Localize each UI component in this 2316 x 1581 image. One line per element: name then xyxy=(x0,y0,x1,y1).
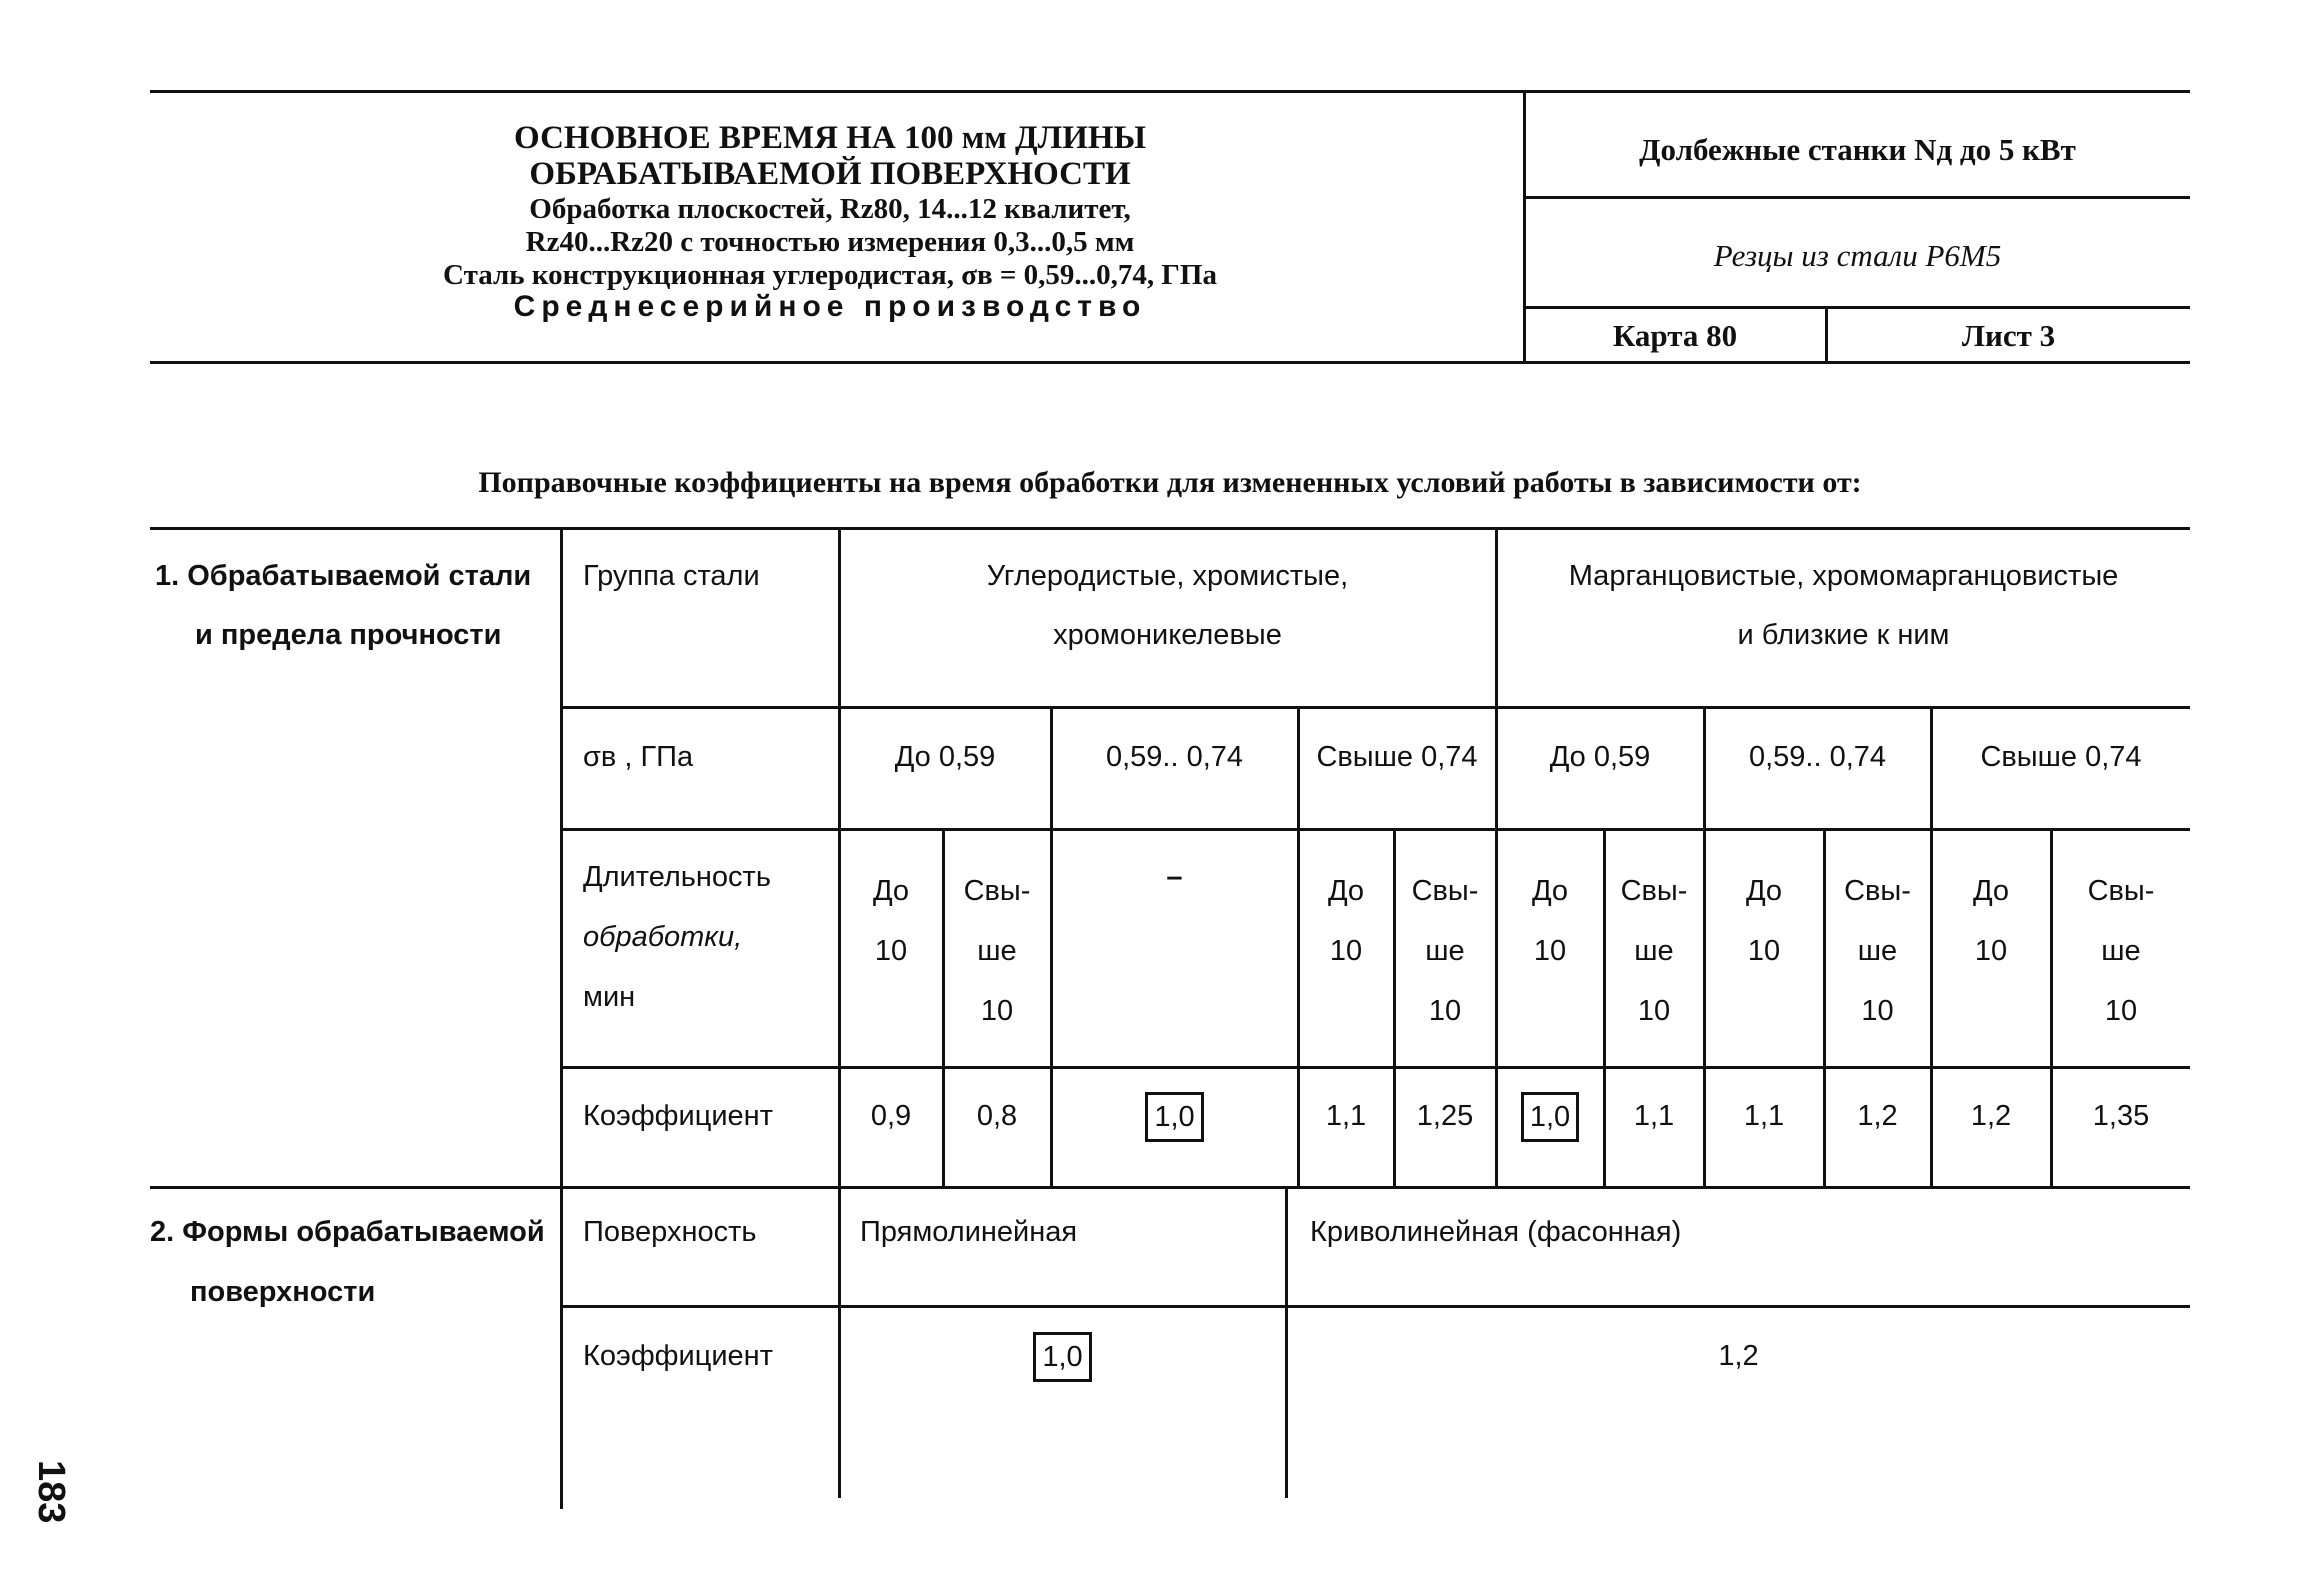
duration-upto-10: До 10 xyxy=(1327,875,1365,967)
coef-value: 1,35 xyxy=(2092,1100,2150,1132)
section2-label-line2: поверхности xyxy=(190,1276,376,1308)
table-rule-section2 xyxy=(150,1186,2190,1189)
header-card: Карта 80 xyxy=(1612,318,1738,353)
header-sub-line3: Сталь конструкционная углеродистая, σв = 0,59...0,74, ГПа xyxy=(443,259,1217,291)
duration-label-line1: Длительность xyxy=(583,861,771,893)
sigma-range: До 0,59 xyxy=(894,741,996,773)
header-title-line2: ОБРАБАТЫВАЕМОЙ ПОВЕРХНОСТИ xyxy=(529,156,1131,192)
surface-straight: Прямолинейная xyxy=(860,1216,1078,1248)
header-sub-line4: Среднесерийное производство xyxy=(513,290,1147,323)
header-bottom-rule xyxy=(150,361,2190,364)
sigma-range: Свыше 0,74 xyxy=(1316,741,1478,773)
header-tool: Резцы из стали Р6М5 xyxy=(1713,238,2002,273)
table-rule-coef2 xyxy=(563,1305,2190,1308)
duration-label-line3: мин xyxy=(583,981,636,1013)
surface-label: Поверхность xyxy=(583,1216,757,1248)
table-rule-sigma xyxy=(563,706,2190,709)
coef2-curved: 1,2 xyxy=(1718,1340,1759,1372)
duration-upto-10: До 10 xyxy=(1745,875,1783,967)
group-b-line1: Марганцовистые, хромомарганцовистые xyxy=(1568,560,2119,592)
group-b-line2: и близкие к ним xyxy=(1737,619,1950,651)
coef-value: 1,25 xyxy=(1416,1100,1474,1132)
duration-over-10: Свы- ше 10 xyxy=(1844,875,1911,1027)
sigma-range: До 0,59 xyxy=(1549,741,1651,773)
table-top-rule xyxy=(150,527,2190,530)
sigma-range: Свыше 0,74 xyxy=(1980,741,2142,773)
page-number: 183 xyxy=(30,1460,72,1524)
col-line-param xyxy=(560,529,563,1509)
section2-label-line1: 2. Формы обрабатываемой xyxy=(150,1216,545,1248)
header-sub-line1: Обработка плоскостей, Rz80, 14...12 квалитет, xyxy=(529,193,1131,225)
section1-label-line1: 1. Обрабатываемой стали xyxy=(155,560,532,592)
group-label: Группа стали xyxy=(583,560,760,592)
sigma-label: σв , ГПа xyxy=(583,741,694,773)
coef-value: 0,8 xyxy=(976,1100,1018,1132)
coef-value: 1,1 xyxy=(1325,1100,1367,1132)
coef-label: Коэффициент xyxy=(583,1100,773,1132)
coef2-label: Коэффициент xyxy=(583,1340,773,1372)
duration-label-line2: обработки, xyxy=(583,921,743,953)
section1-label-line2: и предела прочности xyxy=(195,619,502,651)
surface-curved: Криволинейная (фасонная) xyxy=(1310,1216,1682,1248)
coef-value: 1,2 xyxy=(1857,1100,1898,1132)
header-right-rule-2 xyxy=(1525,306,2190,309)
header-right-rule-1 xyxy=(1525,196,2190,199)
coef-value-boxed: 1,0 xyxy=(1052,1092,1297,1142)
header-sheet: Лист 3 xyxy=(1961,318,2056,353)
coef-value: 1,1 xyxy=(1633,1100,1675,1132)
coef-value: 1,1 xyxy=(1743,1100,1785,1132)
duration-over-10: Свы- ше 10 xyxy=(1411,875,1479,1027)
sigma-range: 0,59.. 0,74 xyxy=(1748,741,1887,773)
duration-upto-10: До 10 xyxy=(872,875,910,967)
group-a-line2: хромоникелевые xyxy=(1053,619,1282,651)
sigma-range: 0,59.. 0,74 xyxy=(1105,741,1244,773)
duration-over-10: Свы- ше 10 xyxy=(1620,875,1688,1027)
group-a-line1: Углеродистые, хромистые, xyxy=(986,560,1349,592)
coef-value-boxed: 1,0 xyxy=(1497,1092,1603,1142)
intro-text: Поправочные коэффициенты на время обработки для измененных условий работы в зависимости от: xyxy=(478,466,1862,499)
duration-over-10: Свы- ше 10 xyxy=(963,875,1031,1027)
duration-dash: – xyxy=(1166,861,1183,893)
header-top-rule xyxy=(150,90,2190,93)
coef2-straight-boxed: 1,0 xyxy=(840,1332,1285,1382)
duration-over-10: Свы- ше 10 xyxy=(2087,875,2155,1027)
header-machine: Долбежные станки Nд до 5 кВт xyxy=(1639,132,2076,167)
duration-upto-10: До 10 xyxy=(1972,875,2010,967)
duration-upto-10: До 10 xyxy=(1531,875,1569,967)
coef-value: 0,9 xyxy=(870,1100,912,1132)
table-rule-coef1 xyxy=(563,1066,2190,1069)
header-sub-line2: Rz40...Rz20 с точностью измерения 0,3...0,5 мм xyxy=(525,226,1135,258)
table-rule-duration xyxy=(563,828,2190,831)
header-title-line1: ОСНОВНОЕ ВРЕМЯ НА 100 мм ДЛИНЫ xyxy=(514,120,1146,156)
coef-value: 1,2 xyxy=(1970,1100,2012,1132)
